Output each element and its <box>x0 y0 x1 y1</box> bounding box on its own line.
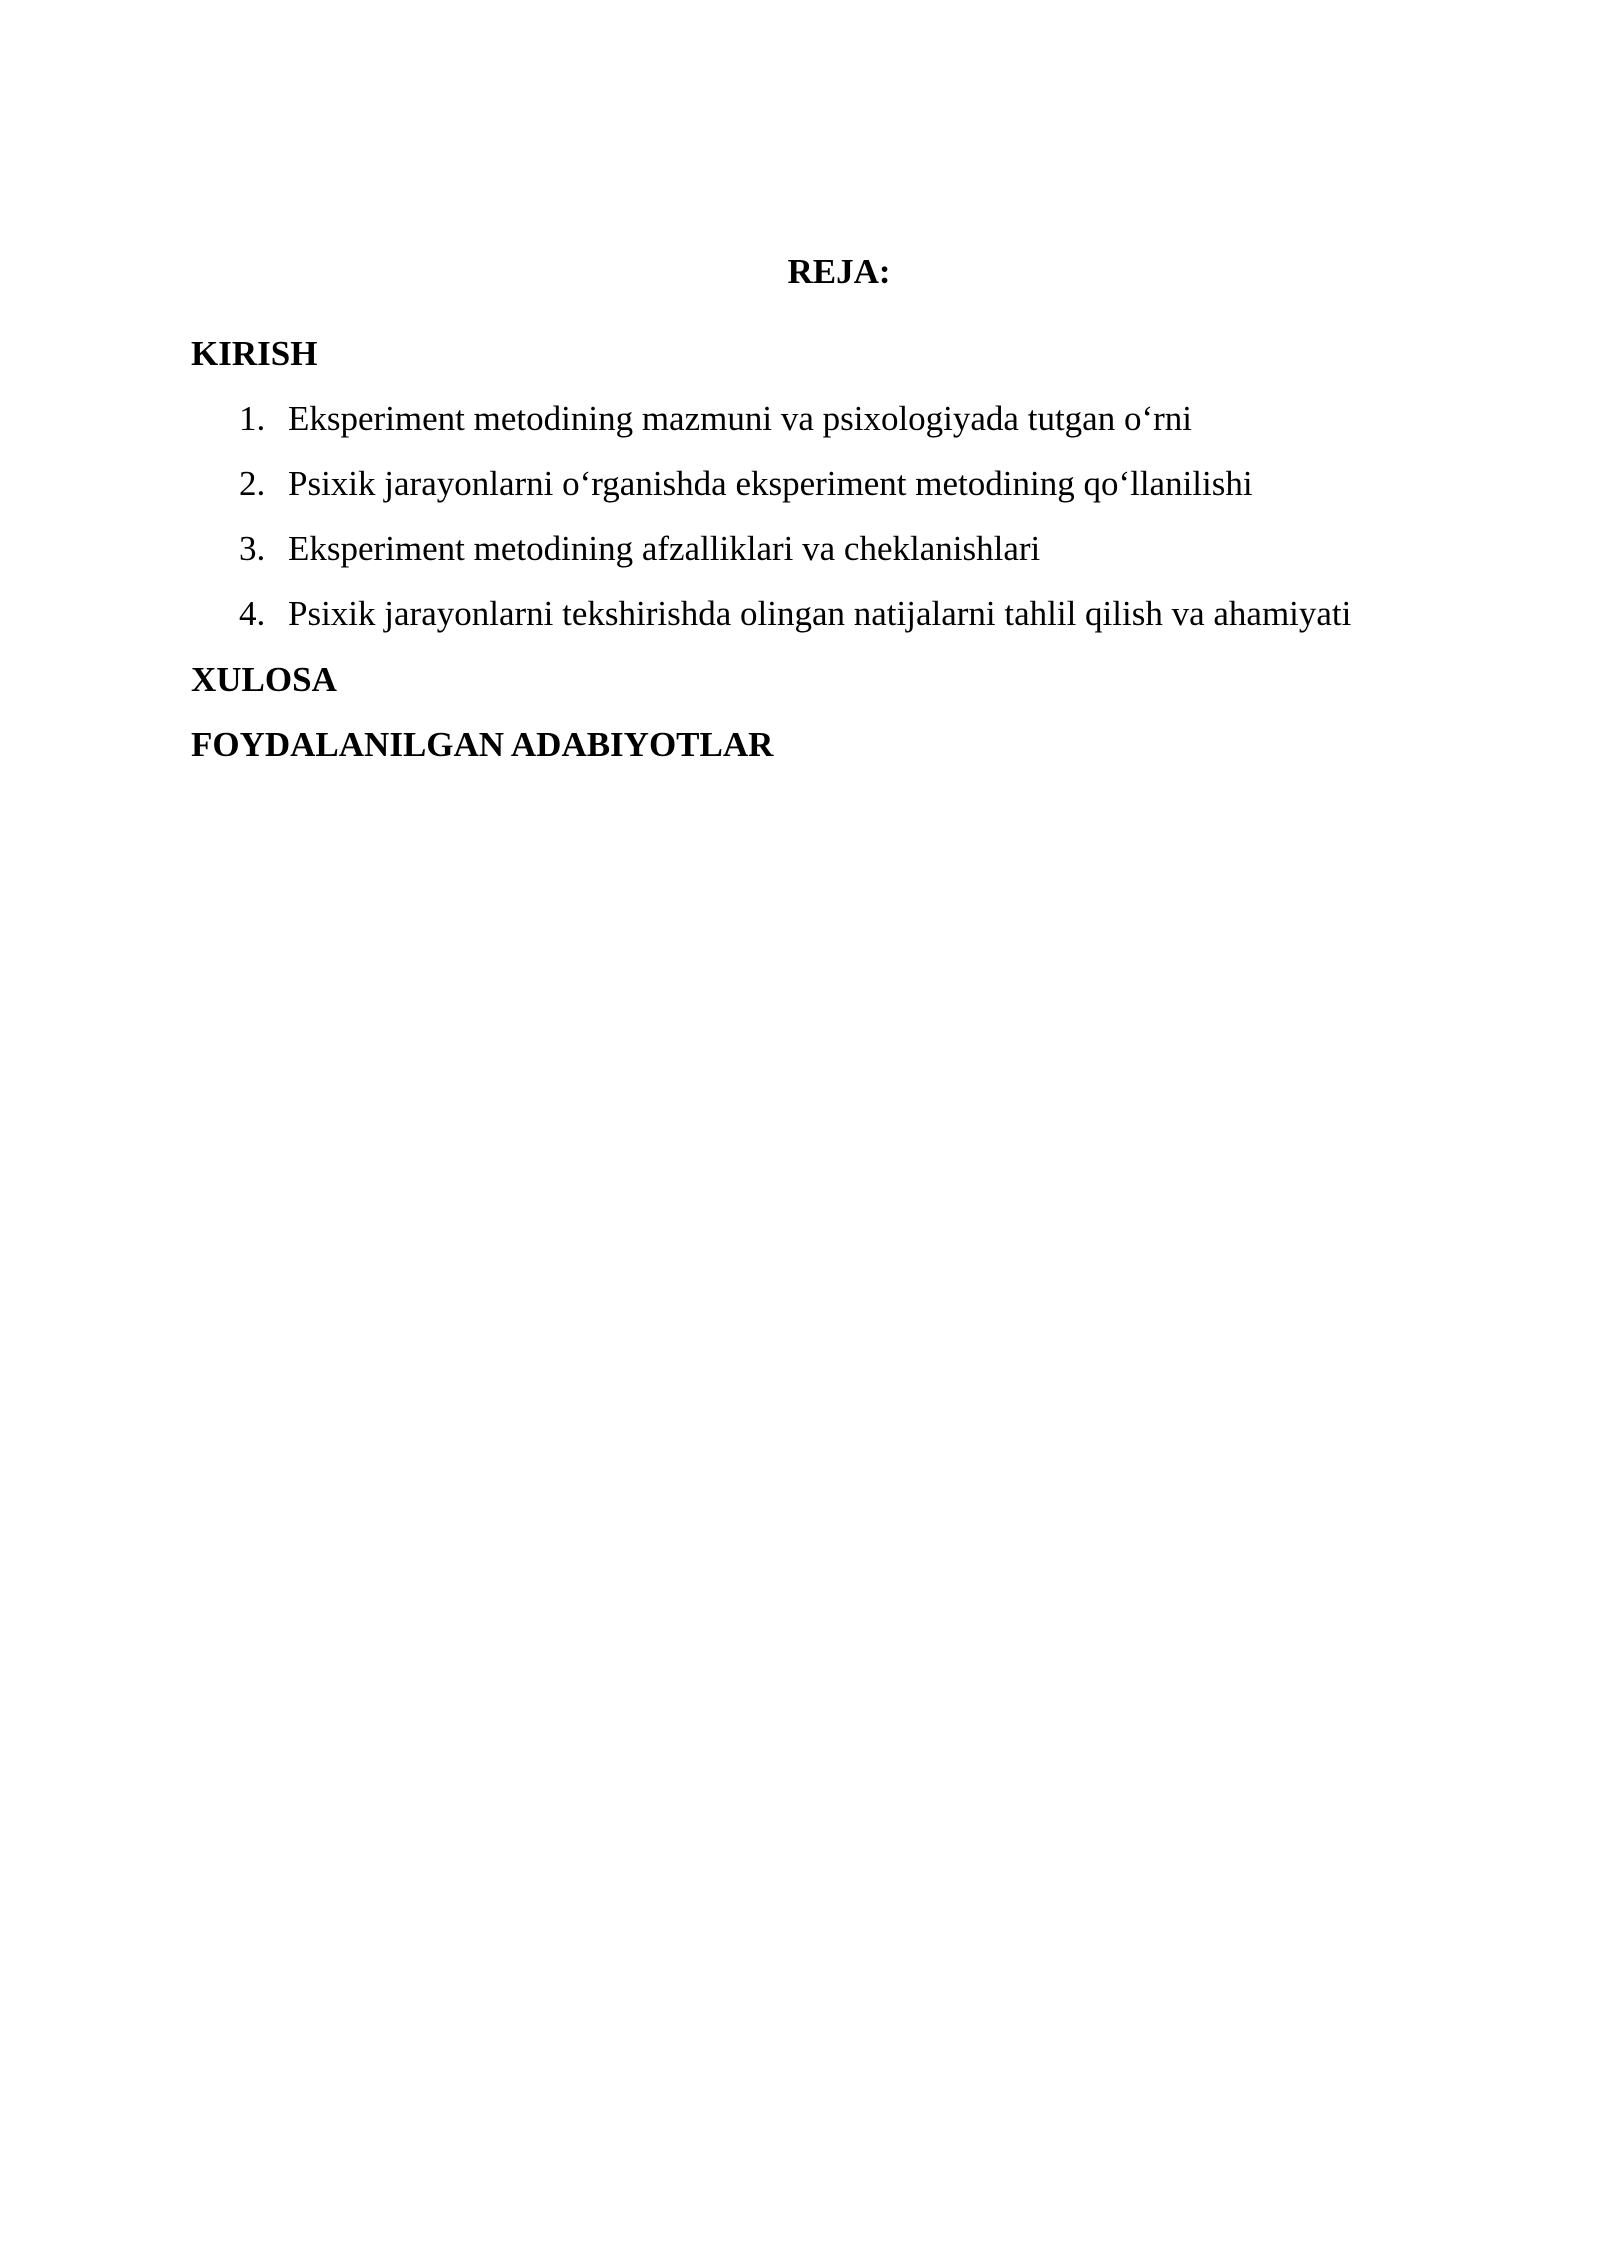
list-item-text: Psixik jarayonlarni o‘rganishda eksperiment metodining qo‘llanilishi <box>288 464 1253 503</box>
list-item-number: 4. <box>239 594 266 633</box>
conclusion-heading: XULOSA <box>191 660 337 699</box>
list-item-number: 3. <box>239 529 266 568</box>
list-item-number: 2. <box>239 464 266 503</box>
references-heading: FOYDALANILGAN ADABIYOTLAR <box>191 725 774 764</box>
list-item-text: Psixik jarayonlarni tekshirishda olingan natijalarni tahlil qilish va ahamiyati <box>288 594 1352 633</box>
list-item-text: Eksperiment metodining mazmuni va psixologiyada tutgan o‘rni <box>288 399 1192 438</box>
list-item-number: 1. <box>239 399 266 438</box>
list-item-text: Eksperiment metodining afzalliklari va cheklanishlari <box>288 529 1041 568</box>
intro-heading: KIRISH <box>191 334 318 373</box>
plan-title: REJA: <box>787 252 891 291</box>
